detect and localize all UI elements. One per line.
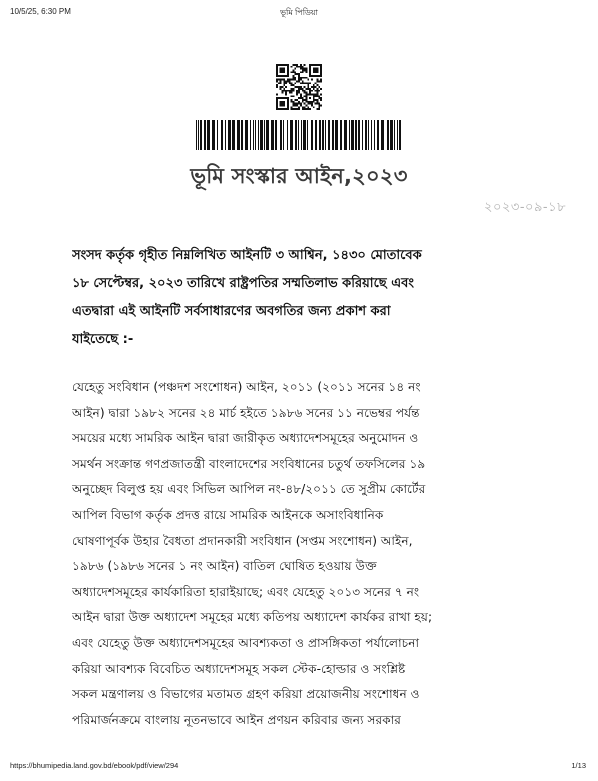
body-line: পরিমার্জনক্রমে বাংলায় নূতনভাবে আইন প্রণয়ন করিবার জন্য সরকার — [72, 712, 401, 727]
preamble-line: সংসদ কর্তৃক গৃহীত নিম্নলিখিত আইনটি ৩ আশ্বিন, ১৪৩০ মোতাবেক — [72, 248, 422, 263]
body-line: আইন) দ্বারা ১৯৮২ সনের ২৪ মার্চ হইতে ১৯৮৬ সনের ১১ নভেম্বর পর্যন্ত — [72, 405, 420, 420]
qr-code-icon — [276, 64, 322, 110]
body-paragraph — [72, 375, 542, 733]
preamble-line: যাইতেছে :- — [72, 332, 134, 347]
body-line: সকল মন্ত্রণালয় ও বিভাগের মতামত গ্রহণ করিয়া প্রয়োজনীয় সংশোধন ও — [72, 687, 420, 702]
body-line: সময়ের মধ্যে সামরিক আইন দ্বারা জারীকৃত অধ্যাদেশসমূহের অনুমোদন ও — [72, 431, 419, 446]
body-line: আইন দ্বারা উক্ত অধ্যাদেশ সমূহের মধ্যে কতিপয় অধ্যাদেশ কার্যকর রাখা হয়; — [72, 610, 433, 625]
body-line: অনুচ্ছেদ বিলুপ্ত হয় এবং সিভিল আপিল নং-৪৮/২০১১ তে সুপ্রীম কোর্টের — [72, 482, 426, 497]
body-line: অধ্যাদেশসমূহের কার্যকারিতা হারাইয়াছে; এবং যেহেতু ২০১৩ সনের ৭ নং — [72, 584, 420, 599]
preamble-line: এতদ্বারা এই আইনটি সর্বসাধারণের অবগতির জন্য প্রকাশ করা — [72, 304, 391, 319]
document-title: ভূমি সংস্কার আইন,২০২৩ — [190, 164, 408, 188]
body-line: সমর্থন সংক্রান্ত গণপ্রজাতন্ত্রী বাংলাদেশের সংবিধানের চতুর্থ তফসিলের ১৯ — [72, 456, 426, 471]
print-header — [10, 7, 588, 21]
print-tab-title: ভূমি পিডিয়া — [280, 8, 318, 17]
body-line: যেহেতু সংবিধান (পঞ্চদশ সংশোধন) আইন, ২০১১ (২০১১ সনের ১৪ নং — [72, 380, 421, 394]
preamble-line: ১৮ সেপ্টেম্বর, ২০২৩ তারিখে রাষ্ট্রপতির সম্মতিলাভ করিয়াছে এবং — [72, 276, 414, 291]
body-line: করিয়া আবশ্যক বিবেচিত অধ্যাদেশসমূহ সকল স্টেক-হোল্ডার ও সংশ্লিষ্ট — [72, 661, 406, 676]
print-page-indicator: 1/13 — [571, 761, 586, 770]
print-url: https://bhumipedia.land.gov.bd/ebook/pdf/view/294 — [10, 761, 179, 770]
body-line: এবং যেহেতু উক্ত অধ্যাদেশসমূহের আবশ্যকতা ও প্রাসঙ্গিকতা পর্যালোচনা — [72, 635, 420, 650]
body-line: আপিল বিভাগ কর্তৃক প্রদত্ত রায়ে সামরিক আইনকে অসাংবিধানিক — [72, 507, 384, 522]
print-footer — [10, 761, 586, 773]
print-datetime: 10/5/25, 6:30 PM — [10, 7, 71, 16]
body-line: ঘোষণাপূর্বক উহার বৈধতা প্রদানকারী সংবিধান (সপ্তম সংশোধন) আইন, — [72, 533, 413, 548]
preamble-paragraph — [72, 242, 542, 354]
document-date: ২০২৩-০৯-১৮ — [484, 200, 566, 215]
body-line: ১৯৮৬ (১৯৮৬ সনের ১ নং আইন) বাতিল ঘোষিত হওয়ায় উক্ত — [72, 559, 377, 574]
barcode-icon — [196, 120, 404, 150]
